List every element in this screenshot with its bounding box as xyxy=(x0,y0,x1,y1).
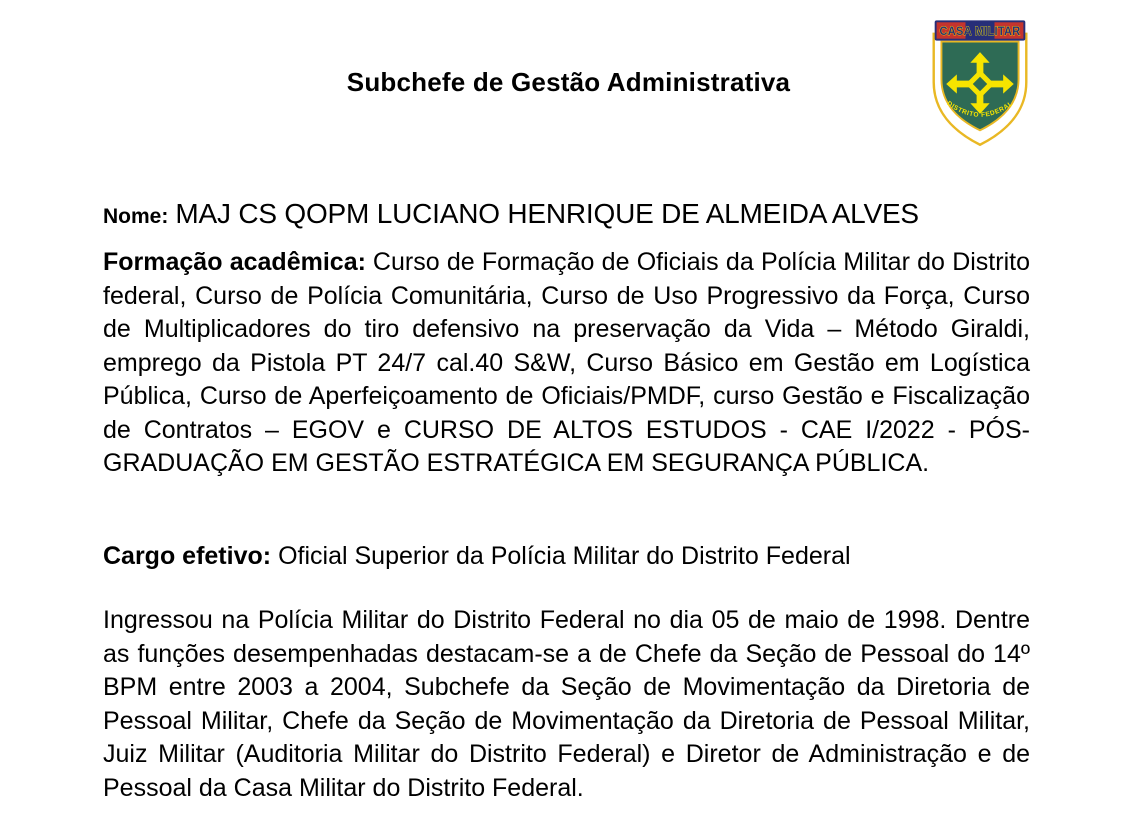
emblem-shield-text: DISTRITO FEDERAL xyxy=(945,100,1015,119)
field-value-formacao: Curso de Formação de Oficiais da Polícia Militar do Distrito federal, Curso de Polícia Comunitária, Curso de Uso Progressivo da Força, Curso de Multiplicadores do tiro defensivo na preservação da Vida – Método Giraldi, emprego da Pistola PT 24/7 cal.40 S&W, Curso Básico em Gestão em Logística Pública, Curso de Aperfeiçoamento de Oficiais/PMDF, curso Gestão e Fiscalização de Contratos – EGOV e CURSO DE ALTOS ESTUDOS - CAE I/2022 - PÓS-GRADUAÇÃO EM GESTÃO ESTRATÉGICA EM SEGURANÇA PÚBLICA. xyxy=(103,248,1030,477)
field-formacao-academica xyxy=(103,246,1030,481)
field-value-nome: MAJ CS QOPM LUCIANO HENRIQUE DE ALMEIDA ALVES xyxy=(175,198,919,229)
emblem-banner-text: CASA MILITAR xyxy=(939,25,1021,38)
casa-militar-logo xyxy=(926,18,1034,150)
field-cargo-efetivo xyxy=(103,540,1030,574)
career-history-paragraph xyxy=(103,604,1030,805)
field-value-cargo: Oficial Superior da Polícia Militar do Distrito Federal xyxy=(278,542,851,570)
field-label-formacao: Formação acadêmica: xyxy=(103,248,366,276)
document-title: Subchefe de Gestão Administrativa xyxy=(346,67,791,97)
field-label-cargo: Cargo efetivo: xyxy=(103,542,272,570)
field-label-nome: Nome: xyxy=(103,205,169,228)
career-history-text: Ingressou na Polícia Militar do Distrito Federal no dia 05 de maio de 1998. Dentre as funções desempenhadas destacam-se a de Chefe da Seção de Pessoal do 14º BPM entre 2003 a 2004, Subchefe da Seção de Movimentação da Diretoria de Pessoal Militar, Chefe da Seção de Movimentação da Diretoria de Pessoal Militar, Juiz Militar (Auditoria Militar do Distrito Federal) e Diretor de Administração e de Pessoal da Casa Militar do Distrito Federal. xyxy=(103,606,1030,802)
field-nome xyxy=(103,197,1030,234)
